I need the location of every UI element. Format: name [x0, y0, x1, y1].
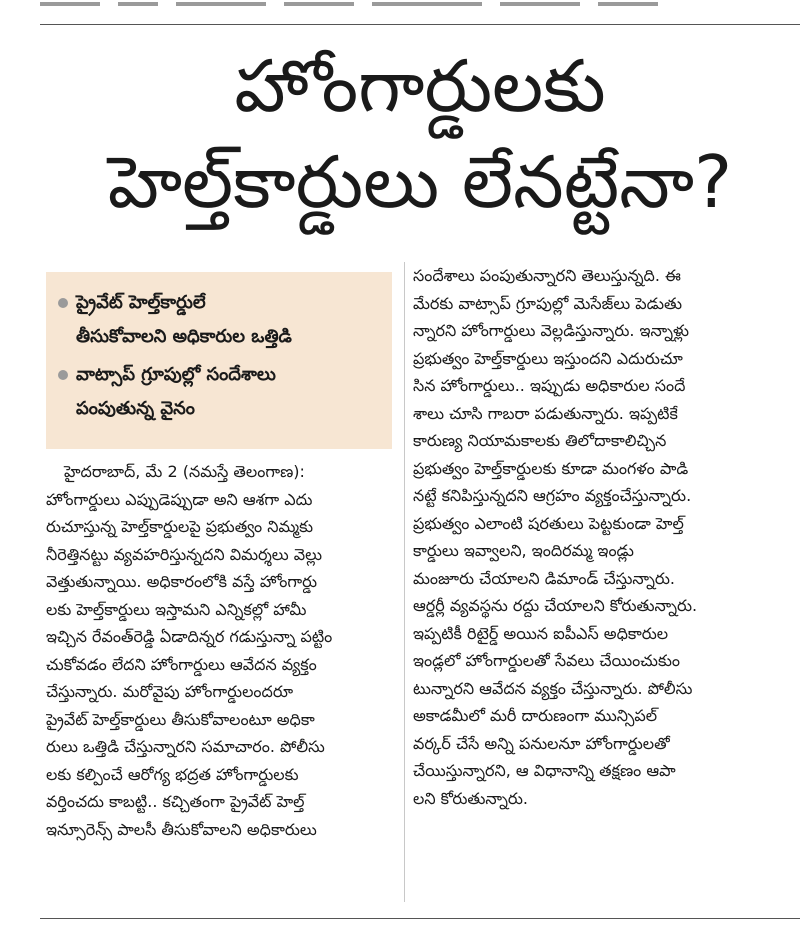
- headline-line-1: హోంగార్డులకు: [234, 44, 606, 128]
- article-line: ఇన్సూరెన్స్ పాలసీ తీసుకోవాలని అధికారులు: [46, 819, 317, 839]
- article-line: లకు కల్పించే ఆరోగ్య భద్రత హోంగార్డులకు: [46, 764, 299, 784]
- article-line: చుకోవడం లేదని హోంగార్డులు ఆవేదన వ్యక్తం: [46, 654, 317, 674]
- summary-bullet: [58, 286, 378, 354]
- article-line: న్నారని హోంగార్డులు వెల్లడిస్తున్నారు. ఇన్నాళ్లు: [413, 321, 689, 340]
- article-line: కారుణ్య నియామకాలకు తిలోదాకాలిచ్చిన: [413, 431, 667, 450]
- article-line: రుచూస్తున్న హెల్త్‌కార్డులపై ప్రభుత్వం నిమ్మకు: [46, 517, 314, 536]
- article-line: కార్డులు ఇవ్వాలని, ఇందిరమ్మ ఇండ్లు: [413, 541, 634, 560]
- article-line: సందేశాలు పంపుతున్నారని తెలుస్తున్నది. ఈ: [413, 266, 681, 285]
- article-line: సిన హోంగార్డులు.. ఇప్పుడు అధికారుల సందే: [413, 376, 686, 395]
- article-line: ప్రభుత్వం ఎలాంటి షరతులు పెట్టకుండా హెల్త్: [413, 513, 684, 533]
- bullet-dot-icon: [58, 370, 68, 380]
- article-line: అకాడమీలో మరీ దారుణంగా మున్సిపల్: [413, 706, 658, 725]
- article-line: హైదరాబాద్, మే 2 (నమస్తే తెలంగాణ):: [64, 462, 305, 481]
- article-line: మంజూరు చేయాలని డిమాండ్ చేస్తున్నారు.: [413, 568, 675, 588]
- article-line: టున్నారని ఆవేదన వ్యక్తం చేస్తున్నారు. పోలీసు: [413, 678, 693, 698]
- article-line: ఇప్పటికీ రిటైర్డ్ అయిన ఐపీఎస్ అధికారుల: [413, 623, 669, 643]
- summary-bullet: [58, 358, 378, 426]
- article-line: లకు హెల్త్‌కార్డులు ఇస్తామని ఎన్నికల్లో హామీ: [46, 599, 307, 619]
- article-line: నీరెత్తినట్టు వ్యవహరిస్తున్నదని విమర్శలు వెల్లు: [46, 544, 323, 564]
- article-line: ప్రభుత్వం హెల్త్‌కార్డులకు కూడా మంగళం పాడి: [413, 458, 689, 478]
- summary-bullet-line: తీసుకోవాలని అధికారుల ఒత్తిడి: [76, 326, 292, 347]
- article-line: వెత్తుతున్నాయి. అధికారంలోకి వస్తే హోంగార్డు: [46, 572, 318, 591]
- column-divider: [404, 262, 405, 902]
- article-line: వర్తించదు కాబట్టి.. కచ్చితంగా ప్రైవేట్ హెల్త్: [46, 792, 305, 811]
- headline-line-2: హెల్త్‌కార్డులు లేనట్టేనా?: [107, 140, 733, 224]
- article-line: లని కోరుతున్నారు.: [413, 788, 528, 808]
- article-line: రులు ఒత్తిడి చేస్తున్నారని సమాచారం. పోలీసు: [46, 737, 325, 756]
- summary-bullet-line: పంపుతున్న వైనం: [76, 398, 195, 419]
- article-column-left: [46, 458, 392, 843]
- article-line: మేరకు వాట్సాప్ గ్రూపుల్లో మెసేజ్‌లు పెడుతు: [413, 293, 683, 313]
- bottom-divider: [40, 918, 800, 919]
- article-line: ప్రభుత్వం హెల్త్‌కార్డులు ఇస్తుందని ఎదురుచూ: [413, 348, 683, 368]
- top-divider: [40, 24, 800, 25]
- article-line: చేయిస్తున్నారని, ఆ విధానాన్ని తక్షణం ఆపా: [413, 761, 676, 780]
- article-line: శాలు చూసి గాబరా పడుతున్నారు. ఇప్పటికే: [413, 403, 678, 423]
- bullet-dot-icon: [58, 298, 68, 308]
- summary-bullet-line: ప్రైవేట్ హెల్త్‌కార్డులే: [76, 292, 206, 313]
- article-line: వర్కర్ చేసే అన్ని పనులనూ హోంగార్డులతో: [413, 733, 670, 753]
- summary-box: [46, 272, 392, 449]
- article-line: ఇచ్చిన రేవంత్‌రెడ్డి ఏడాదిన్నర గడుస్తున్నా పట్టిం: [46, 627, 333, 646]
- article-column-right: [413, 262, 775, 812]
- article-line: ఇండ్లలో హోంగార్డులతో సేవలు చేయించుకుం: [413, 651, 680, 670]
- headline: [40, 38, 800, 230]
- article-line: చేస్తున్నారు. మరోవైపు హోంగార్డులందరూ: [46, 682, 294, 701]
- article-line: ఆర్డర్లీ వ్యవస్థను రద్దు చేయాలని కోరుతున్నారు.: [413, 596, 698, 615]
- article-line: నట్టే కనిపిస్తున్నదని ఆగ్రహం వ్యక్తంచేస్తున్నారు.: [413, 486, 692, 505]
- summary-bullet-line: వాట్సాప్ గ్రూపుల్లో సందేశాలు: [76, 364, 276, 385]
- article-line: హోంగార్డులు ఎప్పుడెప్పుడా అని ఆశగా ఎదు: [46, 489, 313, 509]
- article-line: ప్రైవేట్ హెల్త్‌కార్డులు తీసుకోవాలంటూ అధికా: [46, 709, 315, 729]
- clipped-previous-text-strip: [40, 0, 800, 10]
